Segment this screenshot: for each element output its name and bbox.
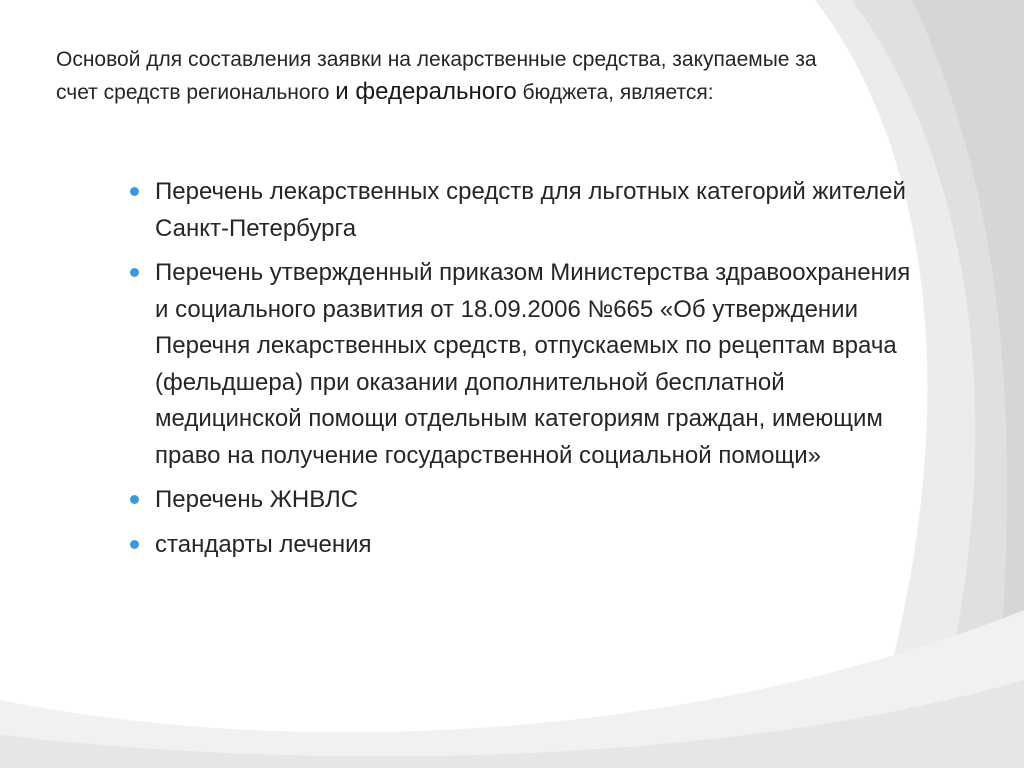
- bullet-text: стандарты лечения: [155, 530, 372, 558]
- bullet-item: [128, 174, 928, 247]
- bullet-text: Перечень утвержденный приказом Министерства здравоохранения и социального развития от 18.09.2006 №665 «Об утверждении Перечня лекарственных средств, отпускаемых по рецептам врача (фельдшера) при оказании дополнительной бесплатной медицинской помощи отдельным категориям граждан, имеющим право на получение государственной социальной помощи»: [155, 259, 911, 469]
- bullet-item: [128, 255, 928, 474]
- bullet-dot-icon: [130, 540, 139, 549]
- bullet-item: [128, 527, 928, 564]
- bullet-text: Перечень лекарственных средств для льготных категорий жителей Санкт-Петербурга: [155, 178, 906, 242]
- bullet-dot-icon: [130, 495, 139, 504]
- bullet-list: [128, 174, 928, 571]
- intro-text-end: бюджета, является:: [516, 81, 714, 104]
- bullet-dot-icon: [130, 187, 139, 196]
- intro-paragraph: [56, 44, 856, 109]
- intro-text-start: Основой для составления заявки на лекарственные средства, закупаемые за счет средств регионального: [56, 48, 817, 104]
- intro-text-emphasis: и федерального: [335, 78, 517, 105]
- bullet-dot-icon: [130, 268, 139, 277]
- bullet-text: Перечень ЖНВЛС: [155, 486, 359, 513]
- bullet-item: [128, 482, 928, 519]
